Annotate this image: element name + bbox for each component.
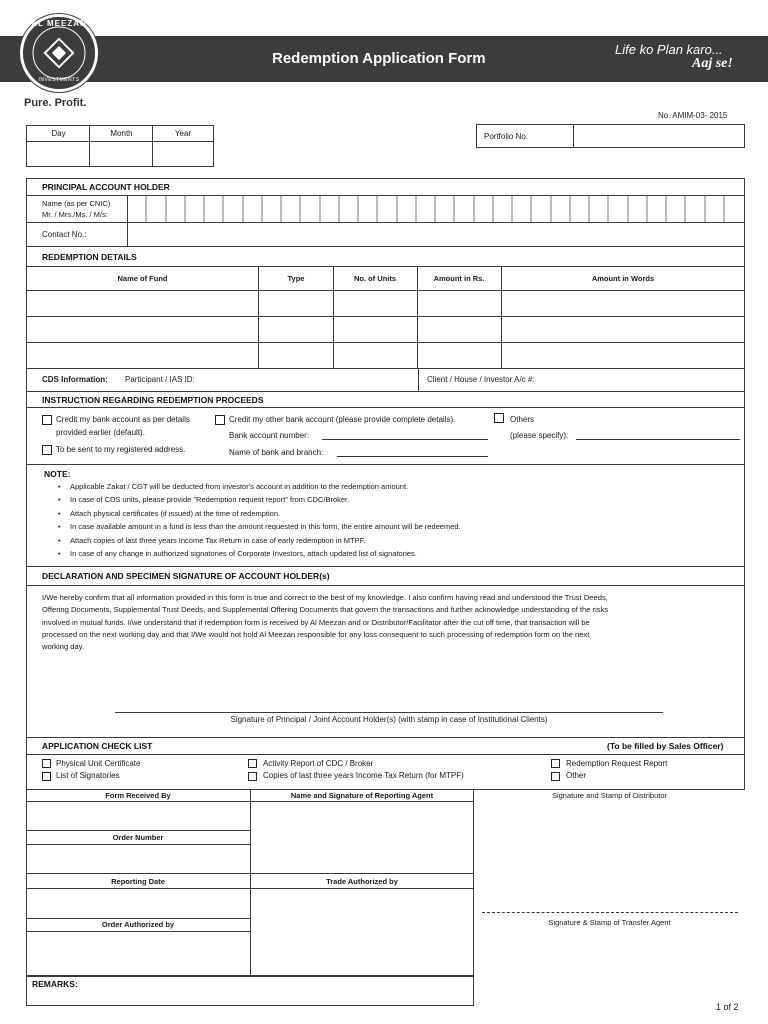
divider [26,266,745,267]
declaration-line: working day. [42,642,85,652]
tagline-2: Aaj se! [692,56,733,71]
check-list-signatories: List of Signatories [56,771,120,780]
tagline-1: Life ko Plan karo... [615,42,723,57]
form-received-by-label: Form Received By [105,791,171,800]
logo-text-top: AL MEEZAN [31,19,87,28]
divider [26,246,745,247]
month-label: Month [110,129,133,138]
declaration-line: Offering Documents, Supplemental Trust Deeds, and Supplemental Offering Documents that govern the transactions and further acknowledge understanding of the risks [42,605,609,615]
reporting-date-field[interactable] [27,889,250,918]
instruction-title: INSTRUCTION REGARDING REDEMPTION PROCEEDS [42,395,264,405]
sig-distributor-label: Signature and Stamp of Distributor [551,791,668,800]
opt-credit-default-1: Credit my bank account as per details [56,415,190,424]
remarks-label: REMARKS: [32,979,78,989]
cds-label: CDS Information: [42,375,108,384]
list-item: • Attach physical certificates (if issued) at the time of redemption. [40,507,740,520]
declaration-line: processed on the next working day and that I/We would not hold Al Meezan responsible for any loss consequent to such processing of redemption form on the next [42,629,590,639]
note-list [40,480,740,560]
opt-credit-other: Credit my other bank account (please provide complete details). [229,415,456,424]
opt-others: Others [510,415,535,424]
declaration-title: DECLARATION AND SPECIMEN SIGNATURE OF ACCOUNT HOLDER(s) [42,571,330,581]
declaration-line: I/We hereby confirm that all information provided in this form is true and correct to the best of my knowledge. I also confirm having read and understood the Trust Deeds, [42,593,608,602]
col-no-of-units: No. of Units [353,274,397,283]
form-received-by-field[interactable] [27,802,250,830]
logo [20,14,98,92]
reporting-date-label: Reporting Date [111,877,165,886]
divider [26,566,745,567]
divider [26,368,745,369]
checkbox-registered-address[interactable] [42,445,52,455]
name-label-1: Name (as per CNIC) [42,199,111,208]
list-item: • In case available amount in a fund is less than the amount requested in this form, the entire amount will be redeemed. [40,520,740,533]
divider [26,737,745,738]
divider [26,918,250,919]
opt-credit-default-2: provided earlier (default). [56,428,145,437]
trade-authorized-field[interactable] [251,889,473,975]
page-number: 1 of 2 [716,1002,739,1012]
order-number-label: Order Number [112,833,164,842]
transfer-agent-line[interactable] [482,912,738,913]
check-income-tax: Copies of last three years Income Tax Return (for MTPF) [263,771,464,780]
order-number-field[interactable] [27,845,250,873]
bank-account-field[interactable] [322,439,488,440]
trade-authorized-label: Trade Authorized by [326,877,398,886]
contact-label: Contact No.: [42,230,87,239]
name-sig-agent-label: Name and Signature of Reporting Agent [290,791,434,800]
check-redemption-report: Redemption Request Report [566,759,668,768]
portfolio-label: Portfolio No. [484,132,529,141]
divider [418,368,419,391]
divider [26,464,745,465]
portfolio-box[interactable] [476,124,745,148]
checklist-title: APPLICATION CHECK LIST [42,741,153,751]
divider [26,754,745,755]
declaration-line: involved in mutual funds. I/we understand that if redemption form is received by Al Meezan and or Distributor/Facilitator after the cut off time, that transaction will be [42,617,590,627]
divider [26,407,745,408]
order-authorized-label: Order Authorized by [101,920,175,929]
table-row[interactable] [27,343,744,368]
checkbox-credit-default[interactable] [42,415,52,425]
doc-number: No. AMIM-03- 2015 [658,111,728,120]
name-label-2: Mr. / Mrs./Ms. / M/s: [42,210,108,219]
signature-label: Signature of Principal / Joint Account Holder(s) (with stamp in case of Institutional Clients) [230,715,548,724]
specify-label: (please specify): [510,431,569,440]
note-title: NOTE: [44,469,71,479]
bank-account-label: Bank account number: [229,431,310,440]
name-char-boxes[interactable] [127,195,745,222]
year-label: Year [174,129,192,138]
checkbox-others[interactable] [494,413,504,423]
list-item: • In case of any change in authorized signatories of Corporate Investors, attach updated list of signatories. [40,547,740,560]
list-item: • In case of CDS units, please provide "Redemption request report" from CDC/Broker. [40,493,740,506]
list-item: • Applicable Zakat / CGT will be deducted from investor's account in addition to the redemption amount. [40,480,740,493]
principal-title: PRINCIPAL ACCOUNT HOLDER [42,182,170,192]
cds-participant-label: Participant / IAS ID: [125,375,195,384]
sig-transfer-agent-label: Signature & Stamp of Transfer Agent [548,918,671,927]
checkbox-income-tax[interactable] [248,772,257,781]
day-label: Day [51,129,66,138]
date-box [26,125,214,167]
redemption-title: REDEMPTION DETAILS [42,252,137,262]
bank-name-field[interactable] [337,456,488,457]
list-item: • Attach copies of last three years Income Tax Return in case of early redemption in MTPF. [40,534,740,547]
checkbox-list-signatories[interactable] [42,772,51,781]
contact-field[interactable] [128,223,744,246]
divider [26,391,745,392]
agent-signature-field[interactable] [251,802,473,873]
order-authorized-field[interactable] [27,932,250,975]
check-other: Other [566,771,587,780]
checkbox-physical-certificate[interactable] [42,759,51,768]
declaration-text [42,592,742,653]
table-row[interactable] [27,291,744,316]
check-physical-certificate: Physical Unit Certificate [56,759,141,768]
check-activity-report: Activity Report of CDC / Broker [263,759,374,768]
checkbox-other[interactable] [551,772,560,781]
checkbox-credit-other[interactable] [215,415,225,425]
checkbox-redemption-report[interactable] [551,759,560,768]
divider [26,873,474,874]
specify-field[interactable] [576,439,740,440]
checklist-note: (To be filled by Sales Officer) [607,741,724,751]
col-amount-rs: Amount in Rs. [433,274,485,283]
remarks-box[interactable] [26,976,474,1006]
form-title: Redemption Application Form [272,50,486,67]
slogan: Pure. Profit. [24,97,87,109]
logo-text-bottom: INVESTMENTS [38,77,80,83]
signature-line[interactable] [115,712,663,713]
bank-name-label: Name of bank and branch: [229,448,324,457]
table-row[interactable] [27,317,744,342]
cds-client-label: Client / House / Investor A/c #: [427,375,535,384]
opt-registered-address: To be sent to my registered address. [56,445,186,454]
col-amount-words: Amount in Words [591,274,655,283]
divider [26,585,745,586]
divider [26,830,250,831]
checkbox-activity-report[interactable] [248,759,257,768]
col-name-of-fund: Name of Fund [117,274,168,283]
col-type: Type [287,274,305,283]
